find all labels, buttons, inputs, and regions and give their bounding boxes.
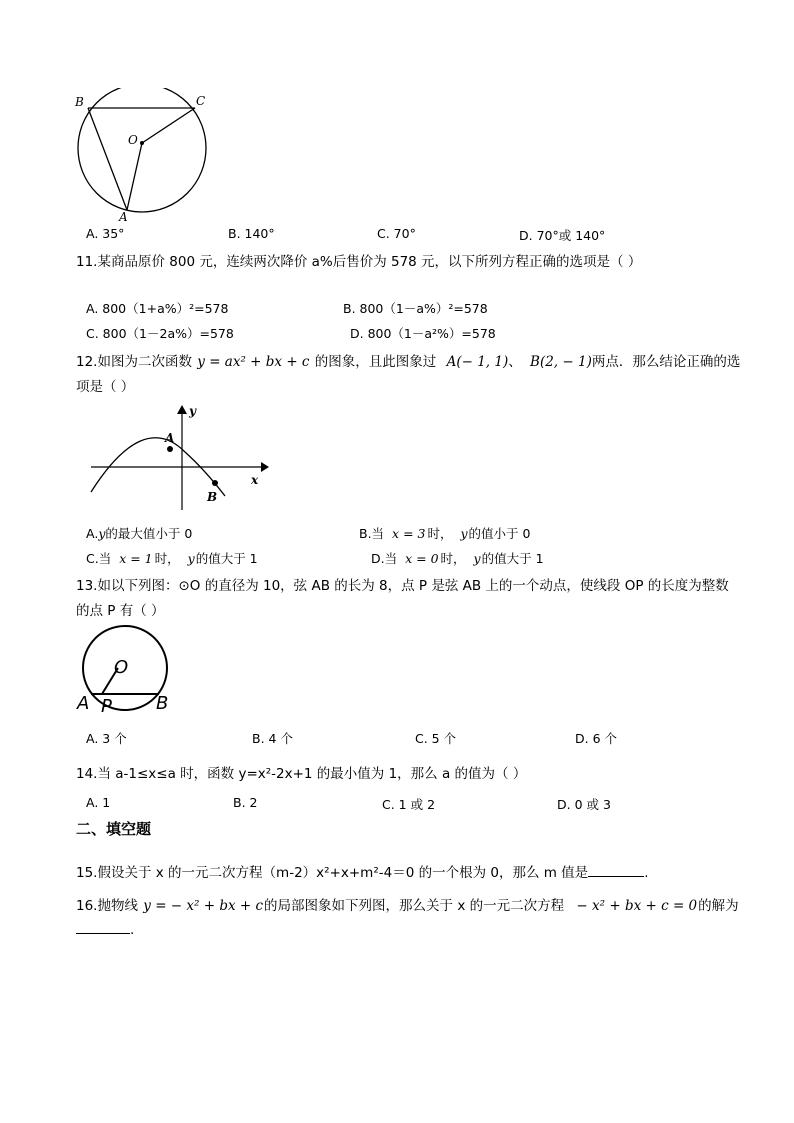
q15-stem: 15.假设关于 x 的一元二次方程（m-2）x²+x+m²-4＝0 的一个根为 0，那么 m 值是 [76,865,589,881]
segment-ao [127,143,142,210]
q10-option-c: C. 70° [377,226,416,241]
label-o: O [114,657,129,678]
q16-line2 [76,919,134,938]
center-point [140,141,144,145]
q13-option-d: D. 6 个 [575,731,617,746]
q14-option-d: D. 0 或 3 [557,797,611,812]
q13-circle-figure [74,624,184,716]
q11-option-a: A. 800（1+a%）²=578 [86,301,229,316]
q16-prefix: 16.抛物线 [76,898,138,914]
q14-stem: 14.当 a-1≤x≤a 时，函数 y=x²-2x+1 的最小值为 1，那么 a 的值为（ ） [76,766,527,782]
q12-option-a: A.y的最大值小于 0 [86,526,193,541]
q11-option-b: B. 800（1－a%）²=578 [343,301,488,316]
q12-point-b: B(2, − 1) [530,354,592,370]
q16-answer-blank[interactable] [76,919,130,934]
circle-outline [78,88,206,212]
q12-equation: y = ax² + bx + c [197,354,310,370]
point-a [167,446,173,452]
label-c: C [196,94,206,108]
segment-oc [142,108,195,143]
q12-separator: 、 [508,354,522,370]
q12-stem-prefix: 12.如图为二次函数 [76,354,192,370]
label-p: P [101,696,112,716]
y-axis-arrow [177,405,187,414]
q10-circle-figure [70,88,220,223]
chord-ba [88,108,127,210]
q16-suffix: 的解为 [698,898,739,914]
q16-end: . [130,922,135,938]
q14-option-a: A. 1 [86,795,111,810]
q10-option-b: B. 140° [228,226,275,241]
q12-option-b: B.当 x = 3 时， y的值小于 0 [359,526,531,541]
label-x: x [251,473,259,487]
q10-option-d: D. 70°或 140° [519,228,606,243]
x-axis-arrow [261,462,269,472]
q11-stem: 11.某商品原价 800 元，连续两次降价 a%后售价为 578 元，以下所列方程正确的选项是（ ） [76,254,642,270]
q12-option-c: C.当 x = 1 时， y的值大于 1 [86,551,258,566]
q13-option-b: B. 4 个 [252,731,293,746]
q16-equation: y = − x² + bx + c [143,898,264,914]
q16-equation2: − x² + bx + c = 0 [576,898,698,914]
q11-option-d: D. 800（1－a²%）=578 [350,326,496,341]
label-o: O [128,133,138,147]
q14-option-c: C. 1 或 2 [382,797,436,812]
q12-stem-line2: 项是（ ） [76,379,135,395]
q11-option-c: C. 800（1－2a%）=578 [86,326,234,341]
q13-option-c: C. 5 个 [415,731,457,746]
q13-stem-line1: 13.如以下列图：⊙O 的直径为 10，弦 AB 的长为 8，点 P 是弦 AB 上的一个动点，使线段 OP 的长度为整数 [76,578,729,594]
label-a: A [77,693,90,714]
q12-parabola-figure [85,400,270,512]
label-a: A [165,431,175,445]
q16-mid: 的局部图象如下列图，那么关于 x 的一元二次方程 [264,898,565,914]
q12-point-a: A(− 1, 1) [446,354,509,370]
q12-stem-suffix: 两点．那么结论正确的选 [591,354,741,370]
label-b: B [207,490,218,504]
q10-option-a: A. 35° [86,226,125,241]
q13-option-a: A. 3 个 [86,731,127,746]
q12-stem-line1 [76,350,740,370]
q13-stem-line2: 的点 P 有（ ） [76,603,165,619]
q15-answer-blank[interactable] [588,862,644,877]
point-b [212,480,218,486]
label-y: y [189,404,196,418]
q15-end: . [644,865,649,881]
label-b: B [156,693,169,714]
q14-option-b: B. 2 [233,795,258,810]
q15-line [76,861,648,881]
label-b: B [75,95,84,109]
section-title-fill-in: 二、填空题 [76,820,152,838]
q16-line1 [76,894,739,914]
q12-stem-mid: 的图象，且此图象过 [314,354,437,370]
label-a: A [119,210,128,223]
q12-option-d: D.当 x = 0 时， y的值大于 1 [371,551,544,566]
